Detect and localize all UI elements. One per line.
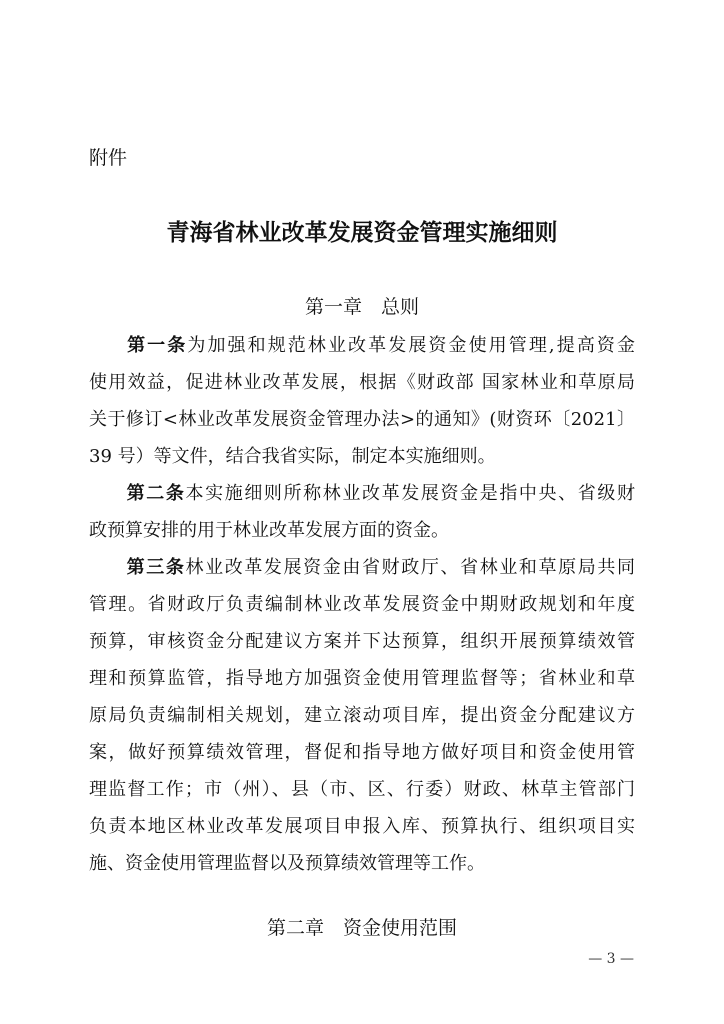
chapter-1-heading: 第一章 总则 (304, 296, 419, 318)
article-3-line-4: 理和预算监管，指导地方加强资金使用管理监督等；省林业和草 (89, 668, 635, 689)
article-2-text-1: 本实施细则所称林业改革发展资金是指中央、省级财 (185, 483, 636, 504)
article-3-line-1 (89, 553, 635, 579)
article-3-line-7: 理监督工作；市（州）、县（市、区、行委）财政、林草主管部门 (89, 779, 635, 800)
article-3-line-5: 原局负责编制相关规划，建立滚动项目库，提出资金分配建议方 (89, 705, 635, 726)
page-number: — 3 — (588, 951, 634, 967)
article-3-line-6: 案，做好预算绩效管理，督促和指导地方做好项目和资金使用管 (89, 742, 635, 763)
article-2-line-2: 政预算安排的用于林业改革发展方面的资金。 (89, 520, 449, 541)
article-1-line-3: 关于修订<林业改革发展资金管理办法>的通知》(财资环〔2021〕 (89, 409, 635, 430)
attachment-label: 附件 (89, 147, 128, 169)
article-1-line-1 (89, 331, 635, 357)
article-2-line-1 (89, 479, 635, 505)
article-1-line-2: 使用效益，促进林业改革发展，根据《财政部 国家林业和草原局 (89, 372, 635, 393)
document-title: 青海省林业改革发展资金管理实施细则 (166, 219, 558, 246)
chapter-2-heading: 第二章 资金使用范围 (266, 917, 457, 939)
article-3-heading: 第三条 (125, 557, 186, 578)
article-1-text-1: 为加强和规范林业改革发展资金使用管理,提高资金 (187, 335, 635, 356)
article-3-line-2: 管理。省财政厅负责编制林业改革发展资金中期财政规划和年度 (89, 594, 635, 615)
article-1-line-4: 39 号）等文件，结合我省实际，制定本实施细则。 (89, 446, 496, 467)
article-3-line-8: 负责本地区林业改革发展项目申报入库、预算执行、组织项目实 (89, 816, 635, 837)
article-1-heading: 第一条 (125, 335, 188, 356)
article-2-heading: 第二条 (125, 483, 186, 504)
article-3-line-3: 预算，审核资金分配建议方案并下达预算，组织开展预算绩效管 (89, 631, 635, 652)
article-3-line-9: 施、资金使用管理监督以及预算绩效管理等工作。 (89, 853, 485, 874)
article-3-text-1: 林业改革发展资金由省财政厅、省林业和草原局共同 (185, 557, 636, 578)
